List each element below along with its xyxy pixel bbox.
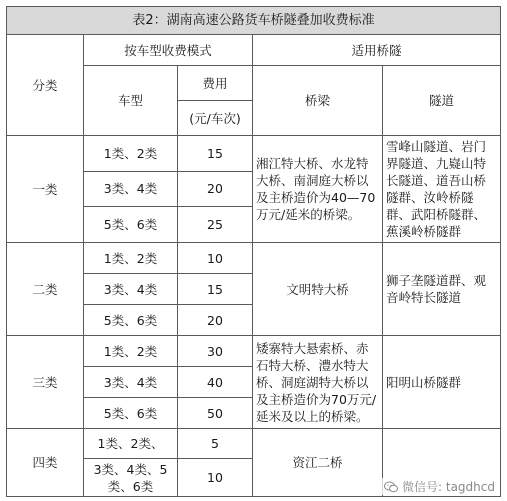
fee-cell: 20 [178,305,253,336]
bridge-cell: 文明特大桥 [253,243,383,336]
vehicle-type-cell: 3类、4类 [84,171,178,207]
fee-standard-table [6,6,501,497]
fee-cell: 50 [178,398,253,429]
watermark [380,478,499,495]
vehicle-type-cell: 1类、2类 [84,336,178,367]
header-vehicle-type: 车型 [84,66,178,136]
header-fee: 费用 [178,66,253,101]
vehicle-type-cell: 3类、4类 [84,274,178,305]
category-cell: 一类 [7,136,84,243]
fee-cell: 15 [178,274,253,305]
fee-standard-table-container [6,6,500,494]
fee-cell: 5 [178,429,253,459]
category-cell: 二类 [7,243,84,336]
tunnel-cell: 阳明山桥隧群 [383,336,501,429]
header-bridge: 桥梁 [253,66,383,136]
tunnel-cell: 狮子垄隧道群、观音岭特长隧道 [383,243,501,336]
vehicle-type-cell: 1类、2类 [84,136,178,172]
vehicle-type-cell: 1类、2类 [84,243,178,274]
fee-cell: 30 [178,336,253,367]
header-fee-unit: (元/车次) [178,101,253,136]
fee-cell: 15 [178,136,253,172]
header-category: 分类 [7,35,84,136]
vehicle-type-cell: 1类、2类、 [84,429,178,459]
bridge-cell: 矮寨特大悬索桥、赤石特大桥、澧水特大桥、洞庭湖特大桥以及主桥造价为70万元/延米及以上的桥梁。 [253,336,383,429]
watermark-text: 微信号: tagdhcd [402,480,495,494]
category-cell: 四类 [7,429,84,497]
wechat-icon [384,481,398,493]
vehicle-type-cell: 5类、6类 [84,207,178,243]
category-cell: 三类 [7,336,84,429]
vehicle-type-cell: 5类、6类 [84,398,178,429]
header-applicable: 适用桥隧 [253,35,501,66]
header-mode: 按车型收费模式 [84,35,253,66]
table-title: 表2：湖南高速公路货车桥隧叠加收费标准 [7,7,501,35]
vehicle-type-cell: 3类、4类 [84,367,178,398]
fee-cell: 25 [178,207,253,243]
vehicle-type-cell: 5类、6类 [84,305,178,336]
fee-cell: 10 [178,243,253,274]
header-tunnel: 隧道 [383,66,501,136]
tunnel-cell: 雪峰山隧道、岩门界隧道、九嶷山特长隧道、道吾山桥隧群、汝岭桥隧群、武阳桥隧群、蕉溪岭桥隧群 [383,136,501,243]
fee-cell: 20 [178,171,253,207]
fee-cell: 10 [178,459,253,497]
vehicle-type-cell: 3类、4类、5类、6类 [84,459,178,497]
bridge-cell: 湘江特大桥、水龙特大桥、南洞庭大桥以及主桥造价为40—70万元/延米的桥梁。 [253,136,383,243]
bridge-cell: 资江二桥 [253,429,383,497]
fee-cell: 40 [178,367,253,398]
